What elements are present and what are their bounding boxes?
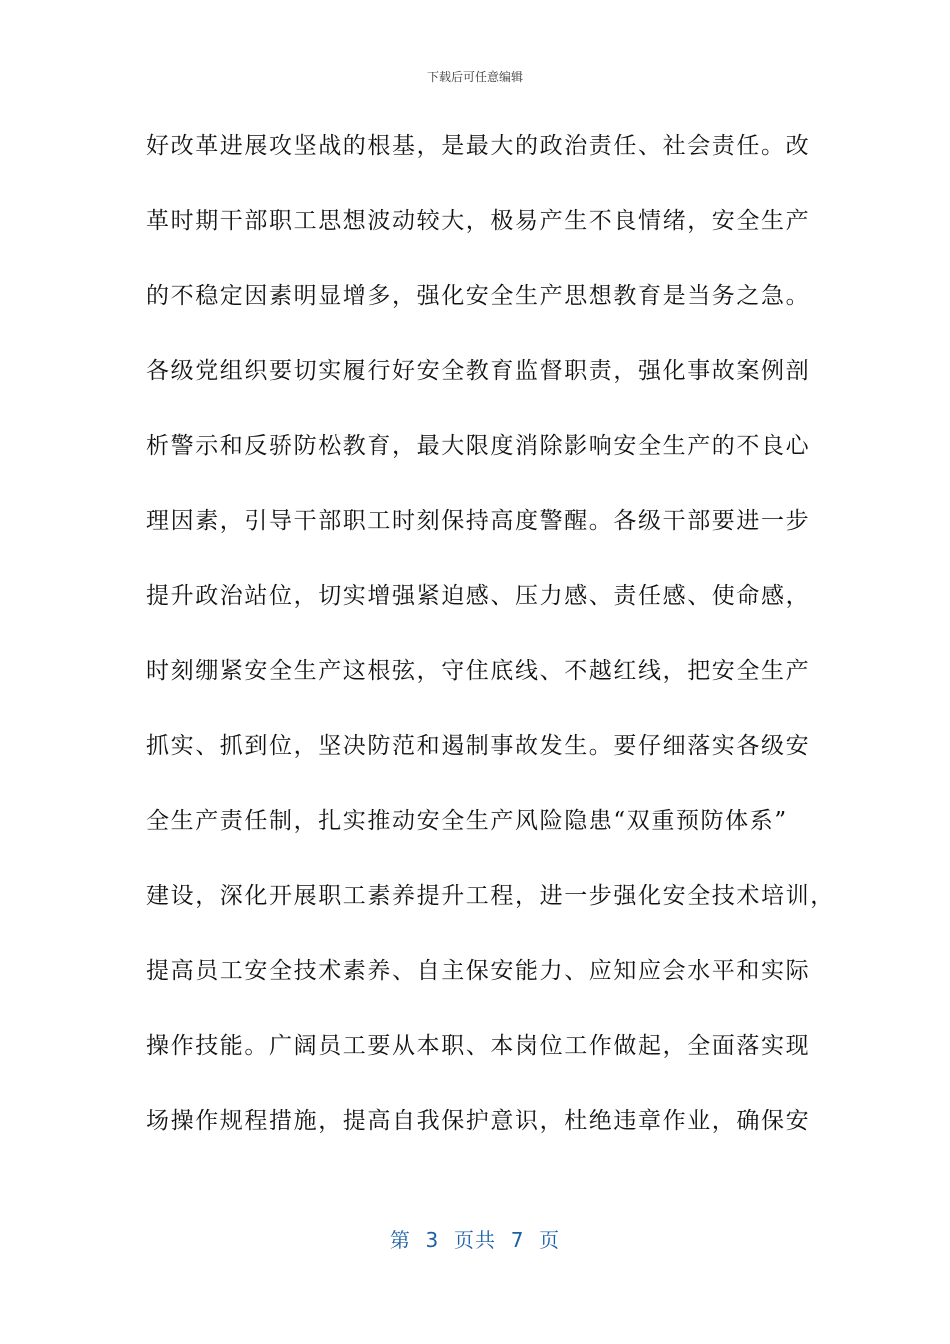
text-line: 全生产责任制，扎实推动安全生产风险隐患“双重预防体系”: [146, 808, 788, 834]
text-line: 析警示和反骄防松教育，最大限度消除影响安全生产的不良心: [146, 433, 811, 459]
text-line: 的不稳定因素明显增多，强化安全生产思想教育是当务之急。: [146, 283, 811, 309]
text-line: 理因素，引导干部职工时刻保持高度警醒。各级干部要进一步: [146, 508, 811, 534]
text-line: 好改革进展攻坚战的根基，是最大的政治责任、社会责任。改: [146, 133, 811, 159]
text-line: 操作技能。广阔员工要从本职、本岗位工作做起，全面落实现: [146, 1033, 811, 1059]
page-number-footer: 第 3 页共 7 页: [389, 1228, 561, 1252]
header-note: 下载后可任意编辑: [426, 70, 523, 84]
text-line: 时刻绷紧安全生产这根弦，守住底线、不越红线，把安全生产: [146, 658, 811, 684]
text-line: 提高员工安全技术素养、自主保安能力、应知应会水平和实际: [146, 958, 811, 984]
text-line: 抓实、抓到位，坚决防范和遏制事故发生。要仔细落实各级安: [146, 733, 811, 759]
text-line: 革时期干部职工思想波动较大，极易产生不良情绪，安全生产: [146, 208, 811, 234]
text-line: 场操作规程措施，提高自我保护意识，杜绝违章作业，确保安: [146, 1108, 811, 1134]
text-line: 提升政治站位，切实增强紧迫感、压力感、责任感、使命感，: [146, 583, 811, 609]
text-line: 建设，深化开展职工素养提升工程，进一步强化安全技术培训，: [146, 883, 835, 909]
document-body: [146, 128, 835, 1178]
text-line: 各级党组织要切实履行好安全教育监督职责，强化事故案例剖: [146, 358, 811, 384]
